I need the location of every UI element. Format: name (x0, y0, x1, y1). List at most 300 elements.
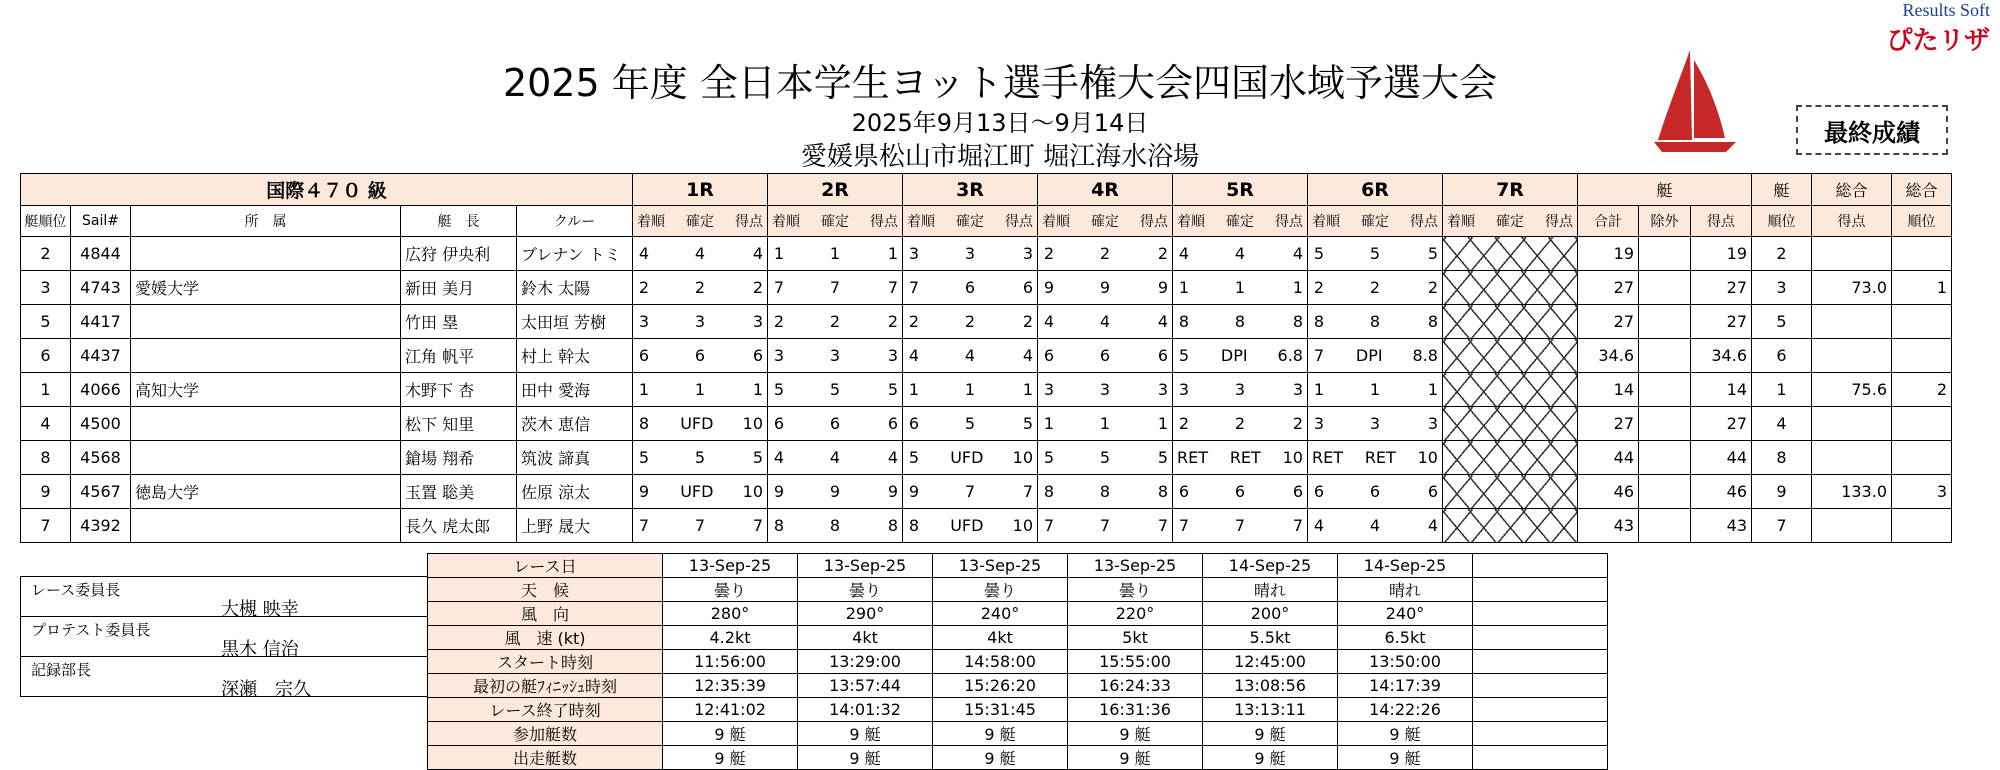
crew-name: 村上 幹太 (517, 339, 633, 373)
finish-place: 5 (1313, 244, 1325, 263)
sail-number: 4066 (71, 373, 131, 407)
race-points: 6 (887, 414, 898, 433)
condition-label: 参加艇数 (428, 722, 663, 746)
confirmed-place: 7 (964, 482, 976, 501)
race-conditions-body (428, 554, 1608, 770)
condition-value: 12:45:00 (1203, 650, 1338, 674)
class-name: 国際４７０ 級 (21, 174, 633, 206)
excluded-points (1639, 441, 1691, 475)
race-points: 1 (1292, 278, 1303, 297)
skipper-name: 木野下 杏 (401, 373, 517, 407)
finish-place: 7 (908, 278, 920, 297)
race-points: 8 (887, 516, 898, 535)
finish-place: 1 (1043, 414, 1055, 433)
race-points: 7 (887, 278, 898, 297)
race-result (1173, 305, 1308, 339)
finish-place: 7 (1178, 516, 1190, 535)
finish-place: 6 (1178, 482, 1190, 501)
confirmed-place: 5 (1099, 448, 1111, 467)
condition-value: 13:29:00 (798, 650, 933, 674)
race-points: 10 (1012, 516, 1033, 535)
race-result (633, 509, 768, 543)
boat-order: 5 (21, 305, 71, 339)
finish-place: 5 (1043, 448, 1055, 467)
boat-rank: 5 (1752, 305, 1812, 339)
confirmed-place: 4 (1234, 244, 1246, 263)
official-role: 記録部長 (31, 661, 92, 679)
condition-value: 14-Sep-25 (1338, 554, 1473, 578)
finish-place: 3 (638, 312, 650, 331)
race-points: 1 (1157, 414, 1168, 433)
race-result (1173, 441, 1308, 475)
col-crew-header: クルー (517, 206, 633, 237)
race-points: 10 (1417, 448, 1438, 467)
confirmed-place: UFD (950, 516, 984, 535)
team-name: 徳島大学 (131, 475, 401, 509)
race-points: 2 (1022, 312, 1033, 331)
confirmed-place: 2 (829, 312, 841, 331)
condition-value: 12:35:39 (663, 674, 798, 698)
confirmed-place: 6 (1099, 346, 1111, 365)
race-points: 9 (1157, 278, 1168, 297)
race-result (903, 475, 1038, 509)
race-header: 3R (903, 174, 1038, 206)
sub-finish-label: 着順 (1312, 214, 1340, 230)
race-result (1308, 475, 1443, 509)
race-points: 6 (1427, 482, 1438, 501)
condition-value: 240° (1338, 602, 1473, 626)
team-total-points (1812, 509, 1892, 543)
boat-order: 2 (21, 237, 71, 271)
race-7-empty (1443, 407, 1578, 441)
col-rank-header: 艇順位 (21, 206, 71, 237)
finish-place: 5 (773, 380, 785, 399)
race-header: 1R (633, 174, 768, 206)
sub-confirm-label: 確定 (1226, 214, 1254, 230)
crew-name: 太田垣 芳樹 (517, 305, 633, 339)
team-name (131, 339, 401, 373)
sub-total-header: 合計 (1578, 206, 1639, 237)
finish-place: 7 (1043, 516, 1055, 535)
sail-number: 4568 (71, 441, 131, 475)
finish-place: 8 (908, 516, 920, 535)
condition-label: レース日 (428, 554, 663, 578)
official-entry (20, 576, 427, 620)
crew-name: 佐原 涼太 (517, 475, 633, 509)
condition-value: 9 艇 (798, 746, 933, 770)
condition-row (428, 674, 1608, 698)
condition-row (428, 602, 1608, 626)
finish-place: 4 (638, 244, 650, 263)
condition-label: 出走艇数 (428, 746, 663, 770)
race-points: 5 (1022, 414, 1033, 433)
race-subheader (903, 206, 1038, 237)
sub-finish-label: 着順 (1177, 214, 1205, 230)
table-row (21, 373, 1952, 407)
sub-points-label: 得点 (1140, 214, 1168, 230)
finish-place: 9 (1043, 278, 1055, 297)
crew-name: 筑波 諦真 (517, 441, 633, 475)
confirmed-place: 1 (1234, 278, 1246, 297)
finish-place: 8 (638, 414, 650, 433)
official-entry (20, 657, 427, 700)
team-overall-rank: 3 (1892, 475, 1952, 509)
condition-value: 12:41:02 (663, 698, 798, 722)
team-overall-rank (1892, 305, 1952, 339)
race-result (1308, 339, 1443, 373)
official-role: プロテスト委員長 (31, 621, 151, 639)
confirmed-place: UFD (950, 448, 984, 467)
finish-place: 1 (908, 380, 920, 399)
race-header: 7R (1443, 174, 1578, 206)
race-result (1308, 441, 1443, 475)
finish-place: 8 (773, 516, 785, 535)
race-result (903, 509, 1038, 543)
condition-value-empty (1473, 578, 1608, 602)
race-points: 4 (1157, 312, 1168, 331)
confirmed-place: 1 (694, 380, 706, 399)
condition-row (428, 698, 1608, 722)
race-points: 2 (887, 312, 898, 331)
condition-row (428, 554, 1608, 578)
confirmed-place: 3 (1369, 414, 1381, 433)
team-total-points: 73.0 (1812, 271, 1892, 305)
condition-label: スタート時刻 (428, 650, 663, 674)
race-points: 6 (1157, 346, 1168, 365)
skipper-name: 松下 知里 (401, 407, 517, 441)
race-result (903, 305, 1038, 339)
condition-value-empty (1473, 698, 1608, 722)
finish-place: 2 (638, 278, 650, 297)
race-result (768, 237, 903, 271)
finish-place: 6 (1043, 346, 1055, 365)
boat-rank: 8 (1752, 441, 1812, 475)
confirmed-place: DPI (1220, 346, 1248, 365)
race-result (768, 305, 903, 339)
boat-rank-header-b: 順位 (1752, 206, 1812, 237)
net-score: 27 (1691, 407, 1752, 441)
race-points: 10 (742, 482, 763, 501)
race-7-empty (1443, 271, 1578, 305)
finish-place: RET (1312, 448, 1343, 467)
finish-place: 1 (638, 380, 650, 399)
race-points: 8 (1292, 312, 1303, 331)
excluded-points (1639, 305, 1691, 339)
excluded-points (1639, 373, 1691, 407)
confirmed-place: 8 (1234, 312, 1246, 331)
official-name: 大槻 映幸 (221, 599, 299, 620)
team-total-points: 75.6 (1812, 373, 1892, 407)
condition-value: 290° (798, 602, 933, 626)
finish-place: 8 (1043, 482, 1055, 501)
table-row (21, 441, 1952, 475)
sub-finish-label: 着順 (1447, 214, 1475, 230)
condition-value: 16:24:33 (1068, 674, 1203, 698)
col-team-header: 所 属 (131, 206, 401, 237)
race-points: 6.8 (1277, 346, 1303, 365)
condition-value: 晴れ (1338, 578, 1473, 602)
condition-value: 13-Sep-25 (1068, 554, 1203, 578)
condition-value: 15:55:00 (1068, 650, 1203, 674)
condition-value-empty (1473, 554, 1608, 578)
condition-value: 13-Sep-25 (798, 554, 933, 578)
total-points: 34.6 (1578, 339, 1639, 373)
confirmed-place: 3 (829, 346, 841, 365)
crew-name: 茨木 恵信 (517, 407, 633, 441)
confirmed-place: 2 (1234, 414, 1246, 433)
boat-order: 6 (21, 339, 71, 373)
confirmed-place: 6 (694, 346, 706, 365)
race-result (1173, 373, 1308, 407)
confirmed-place: 3 (964, 244, 976, 263)
header-row-races (21, 174, 1952, 206)
condition-value: 13:08:56 (1203, 674, 1338, 698)
race-subheader (1443, 206, 1578, 237)
race-points: 1 (887, 244, 898, 263)
boat-rank: 7 (1752, 509, 1812, 543)
condition-value: 9 艇 (1068, 746, 1203, 770)
confirmed-place: 1 (1369, 380, 1381, 399)
boat-order: 8 (21, 441, 71, 475)
race-result (1173, 509, 1308, 543)
confirmed-place: 3 (694, 312, 706, 331)
official-role: レース委員長 (31, 581, 121, 599)
total-points: 27 (1578, 271, 1639, 305)
condition-value: 16:31:36 (1068, 698, 1203, 722)
skipper-name: 新田 美月 (401, 271, 517, 305)
sailboat-logo-icon (1650, 48, 1740, 153)
condition-value: 曇り (1068, 578, 1203, 602)
race-result (1308, 407, 1443, 441)
race-result (633, 441, 768, 475)
sub-confirm-label: 確定 (956, 214, 984, 230)
sail-number: 4844 (71, 237, 131, 271)
condition-value: 280° (663, 602, 798, 626)
boat-rank: 3 (1752, 271, 1812, 305)
race-points: 1 (1427, 380, 1438, 399)
condition-row (428, 626, 1608, 650)
boat-order: 7 (21, 509, 71, 543)
sub-confirm-label: 確定 (686, 214, 714, 230)
results-body (21, 237, 1952, 543)
condition-value: 9 艇 (1338, 722, 1473, 746)
table-row (21, 237, 1952, 271)
finish-place: 2 (908, 312, 920, 331)
condition-value-empty (1473, 722, 1608, 746)
condition-row (428, 722, 1608, 746)
race-points: 1 (1022, 380, 1033, 399)
race-points: 4 (1292, 244, 1303, 263)
team-name (131, 305, 401, 339)
finish-place: 3 (1178, 380, 1190, 399)
officials-panel (20, 576, 427, 700)
race-result (768, 475, 903, 509)
net-score: 14 (1691, 373, 1752, 407)
race-points: 4 (752, 244, 763, 263)
team-name (131, 441, 401, 475)
race-result (1038, 475, 1173, 509)
confirmed-place: 7 (1099, 516, 1111, 535)
condition-value: 9 艇 (663, 722, 798, 746)
condition-value-empty (1473, 602, 1608, 626)
sub-confirm-label: 確定 (1091, 214, 1119, 230)
finish-place: 9 (773, 482, 785, 501)
finish-place: 4 (1178, 244, 1190, 263)
race-result (1173, 237, 1308, 271)
boat-order: 3 (21, 271, 71, 305)
race-result (1308, 373, 1443, 407)
condition-value: 13:50:00 (1338, 650, 1473, 674)
condition-value: 6.5kt (1338, 626, 1473, 650)
race-points: 7 (752, 516, 763, 535)
race-header: 4R (1038, 174, 1173, 206)
finish-place: 2 (773, 312, 785, 331)
condition-value: 9 艇 (798, 722, 933, 746)
race-result (1308, 237, 1443, 271)
race-result (768, 271, 903, 305)
confirmed-place: 2 (1369, 278, 1381, 297)
race-points: 10 (1012, 448, 1033, 467)
condition-value: 13:57:44 (798, 674, 933, 698)
sub-confirm-label: 確定 (1496, 214, 1524, 230)
race-points: 8.8 (1412, 346, 1438, 365)
finish-place: 6 (773, 414, 785, 433)
finish-place: 5 (638, 448, 650, 467)
team-total-points (1812, 441, 1892, 475)
race-result (1308, 305, 1443, 339)
confirmed-place: 7 (694, 516, 706, 535)
official-entry (20, 617, 427, 660)
race-result (633, 407, 768, 441)
race-header: 5R (1173, 174, 1308, 206)
excluded-points (1639, 509, 1691, 543)
condition-row (428, 578, 1608, 602)
race-result (1173, 271, 1308, 305)
total-points: 27 (1578, 407, 1639, 441)
race-points: 3 (887, 346, 898, 365)
sub-finish-label: 着順 (907, 214, 935, 230)
condition-value: 9 艇 (1203, 722, 1338, 746)
sub-confirm-label: 確定 (821, 214, 849, 230)
condition-row (428, 650, 1608, 674)
finish-place: 3 (773, 346, 785, 365)
finish-place: 6 (1313, 482, 1325, 501)
race-7-empty (1443, 475, 1578, 509)
finish-place: 2 (1178, 414, 1190, 433)
sail-number: 4743 (71, 271, 131, 305)
confirmed-place: 1 (1099, 414, 1111, 433)
excluded-points (1639, 407, 1691, 441)
confirmed-place: 7 (829, 278, 841, 297)
condition-value-empty (1473, 674, 1608, 698)
condition-value: 晴れ (1203, 578, 1338, 602)
sub-points-label: 得点 (1410, 214, 1438, 230)
race-subheader (1038, 206, 1173, 237)
crew-name: 上野 晟大 (517, 509, 633, 543)
finish-place: 1 (773, 244, 785, 263)
finish-place: 4 (1043, 312, 1055, 331)
boat-rank: 2 (1752, 237, 1812, 271)
finish-place: 4 (908, 346, 920, 365)
brand-name: Results Soft (1902, 0, 1990, 20)
net-score: 34.6 (1691, 339, 1752, 373)
confirmed-place: UFD (680, 414, 714, 433)
race-points: 5 (1157, 448, 1168, 467)
sub-points-label: 得点 (1545, 214, 1573, 230)
confirmed-place: 8 (1099, 482, 1111, 501)
race-points: 3 (1157, 380, 1168, 399)
finish-place: 4 (773, 448, 785, 467)
table-row (21, 509, 1952, 543)
race-result (1308, 271, 1443, 305)
total-points: 44 (1578, 441, 1639, 475)
confirmed-place: 4 (964, 346, 976, 365)
race-points: 3 (1427, 414, 1438, 433)
race-result (1173, 475, 1308, 509)
team-overall-rank (1892, 407, 1952, 441)
race-header: 2R (768, 174, 903, 206)
race-points: 4 (1427, 516, 1438, 535)
table-row (21, 339, 1952, 373)
condition-value: 9 艇 (933, 722, 1068, 746)
race-result (1038, 305, 1173, 339)
race-result (633, 475, 768, 509)
race-points: 5 (887, 380, 898, 399)
race-result (633, 305, 768, 339)
confirmed-place: 6 (1369, 482, 1381, 501)
net-score: 19 (1691, 237, 1752, 271)
total-points: 43 (1578, 509, 1639, 543)
race-points: 3 (752, 312, 763, 331)
sub-finish-label: 着順 (1042, 214, 1070, 230)
confirmed-place: UFD (680, 482, 714, 501)
condition-label: レース終了時刻 (428, 698, 663, 722)
race-result (633, 237, 768, 271)
sail-number: 4567 (71, 475, 131, 509)
condition-value: 14:58:00 (933, 650, 1068, 674)
finish-place: 7 (638, 516, 650, 535)
sub-finish-label: 着順 (637, 214, 665, 230)
team-overall-rank: 1 (1892, 271, 1952, 305)
race-result (1038, 339, 1173, 373)
net-score: 43 (1691, 509, 1752, 543)
finish-place: 4 (1313, 516, 1325, 535)
team-total-points (1812, 237, 1892, 271)
sub-points-label: 得点 (870, 214, 898, 230)
condition-label: 天 候 (428, 578, 663, 602)
race-points: 8 (1427, 312, 1438, 331)
race-points: 2 (1292, 414, 1303, 433)
race-7-empty (1443, 373, 1578, 407)
race-points: 10 (1282, 448, 1303, 467)
total-points-header: 総合 (1812, 174, 1892, 206)
confirmed-place: DPI (1355, 346, 1383, 365)
race-result (1038, 271, 1173, 305)
race-points: 6 (752, 346, 763, 365)
total-points: 19 (1578, 237, 1639, 271)
confirmed-place: 3 (1234, 380, 1246, 399)
condition-value-empty (1473, 626, 1608, 650)
finish-place: 1 (1178, 278, 1190, 297)
final-results-badge: 最終成績 (1796, 105, 1948, 155)
condition-value: 200° (1203, 602, 1338, 626)
condition-value: 15:31:45 (933, 698, 1068, 722)
sail-number: 4392 (71, 509, 131, 543)
race-result (903, 407, 1038, 441)
team-overall-rank: 2 (1892, 373, 1952, 407)
condition-value: 11:56:00 (663, 650, 798, 674)
race-points: 3 (1292, 380, 1303, 399)
